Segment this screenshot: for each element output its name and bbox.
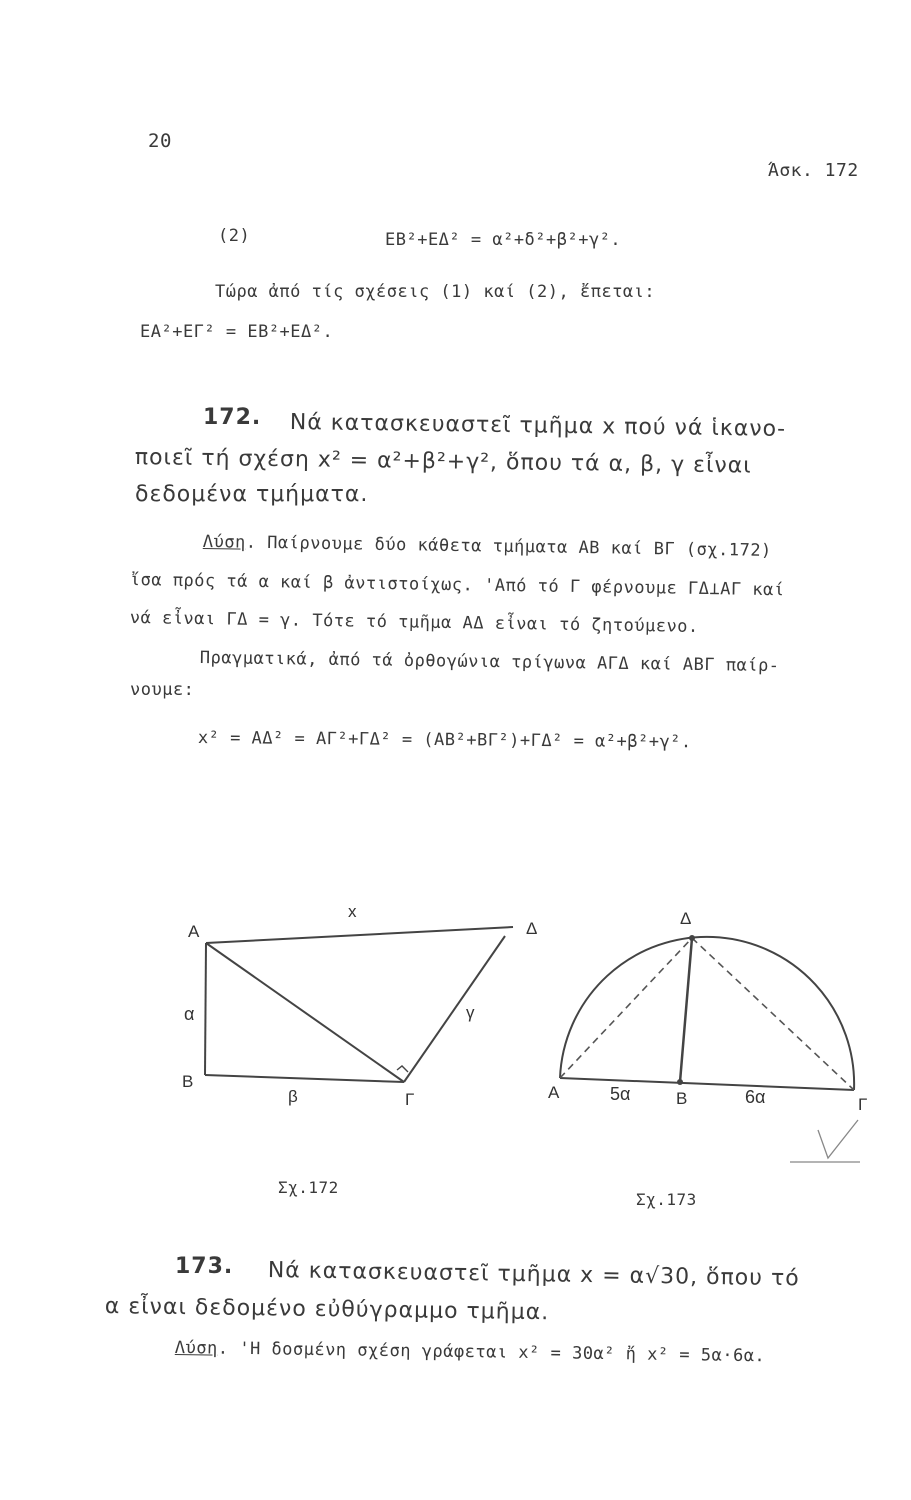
- perpendicular-bd: [680, 938, 692, 1082]
- solution-172-line-4: Πραγματικά, ἀπό τά ὀρθογώνια τρίγωνα AΓΔ καί ABΓ παίρ-: [199, 648, 780, 677]
- problem-172-number: 172.: [203, 405, 262, 430]
- solution-172-line-2: ἴσα πρός τά α καί β ἀντιστοίχως. 'Από τό Γ φέρνουμε ΓΔ⊥AΓ καί: [129, 570, 785, 601]
- fig173-label-5a: 5α: [610, 1084, 631, 1104]
- fig173-label-a: A: [548, 1083, 560, 1102]
- fig173-label-b: B: [676, 1089, 688, 1108]
- continuation-line-1: Τώρα ἀπό τίς σχέσεις (1) καί (2), ἔπεται:: [215, 282, 656, 302]
- dashed-ad: [560, 938, 692, 1078]
- fig172-label-beta: β: [288, 1087, 298, 1106]
- fig172-label-gamma: γ: [466, 1003, 475, 1022]
- diameter-ag: [560, 1078, 854, 1090]
- equation-2: EB²+EΔ² = α²+δ²+β²+γ².: [385, 230, 622, 250]
- figure-172-caption: Σχ.172: [278, 1178, 339, 1197]
- figure-173-caption: Σχ.173: [636, 1190, 697, 1209]
- exercise-reference: Άσκ. 172: [768, 160, 859, 181]
- fig172-label-d: Δ: [526, 919, 538, 938]
- problem-172-line-3: δεδομένα τμήματα.: [135, 482, 369, 507]
- semicircle-arc: [560, 937, 854, 1090]
- problem-173-line-1: Νά κατασκευαστεῖ τμῆμα x = α√30, ὅπου τό: [267, 1258, 800, 1292]
- solution-173-line-1: . 'Η δοσμένη σχέση γράφεται x² = 30α² ἤ x² = 5α·6α.: [217, 1338, 766, 1367]
- solution-172-line-3: νά εἶναι ΓΔ = γ. Τότε τό τμῆμα AΔ εἶναι τό ζητούμενο.: [129, 608, 699, 637]
- fig172-label-g: Γ: [405, 1090, 415, 1109]
- point-d: [689, 935, 695, 941]
- fig173-label-d: Δ: [680, 909, 692, 928]
- fig172-label-x: x: [348, 902, 357, 921]
- solution-172-line-1: . Παίρνουμε δύο κάθετα τμήματα AB καί BΓ (σχ.172): [245, 532, 772, 561]
- solution-label: Λύση: [174, 1338, 218, 1359]
- point-b: [677, 1079, 683, 1085]
- fig172-label-a: A: [188, 922, 200, 941]
- problem-173-line-2: α εἶναι δεδομένο εὐθύγραμμο τμῆμα.: [104, 1294, 550, 1326]
- fig172-label-alpha: α: [184, 1004, 195, 1024]
- equation-2-label: (2): [218, 226, 251, 246]
- solution-172-final-equation: x² = AΔ² = AΓ²+ΓΔ² = (AB²+BΓ²)+ΓΔ² = α²+β²+γ².: [197, 728, 692, 753]
- solution-172-line-5: νουμε:: [130, 680, 195, 700]
- continuation-line-2: EA²+EΓ² = EB²+EΔ².: [140, 322, 334, 342]
- problem-172-line-1: Νά κατασκευαστεῖ τμῆμα x πού νά ἱκανο-: [289, 410, 787, 442]
- solution-label: Λύση: [202, 532, 246, 553]
- problem-172-line-2: ποιεῖ τή σχέση x² = α²+β²+γ², ὅπου τά α, β, γ εἶναι: [134, 445, 752, 479]
- fig173-label-6a: 6α: [745, 1087, 766, 1107]
- fig173-label-g: Γ: [858, 1095, 868, 1114]
- dashed-dg: [692, 938, 854, 1090]
- problem-173-number: 173.: [175, 1254, 234, 1279]
- fig172-label-b: B: [182, 1072, 194, 1091]
- handwritten-check-mark: [790, 1120, 860, 1162]
- page-number: 20: [148, 130, 172, 152]
